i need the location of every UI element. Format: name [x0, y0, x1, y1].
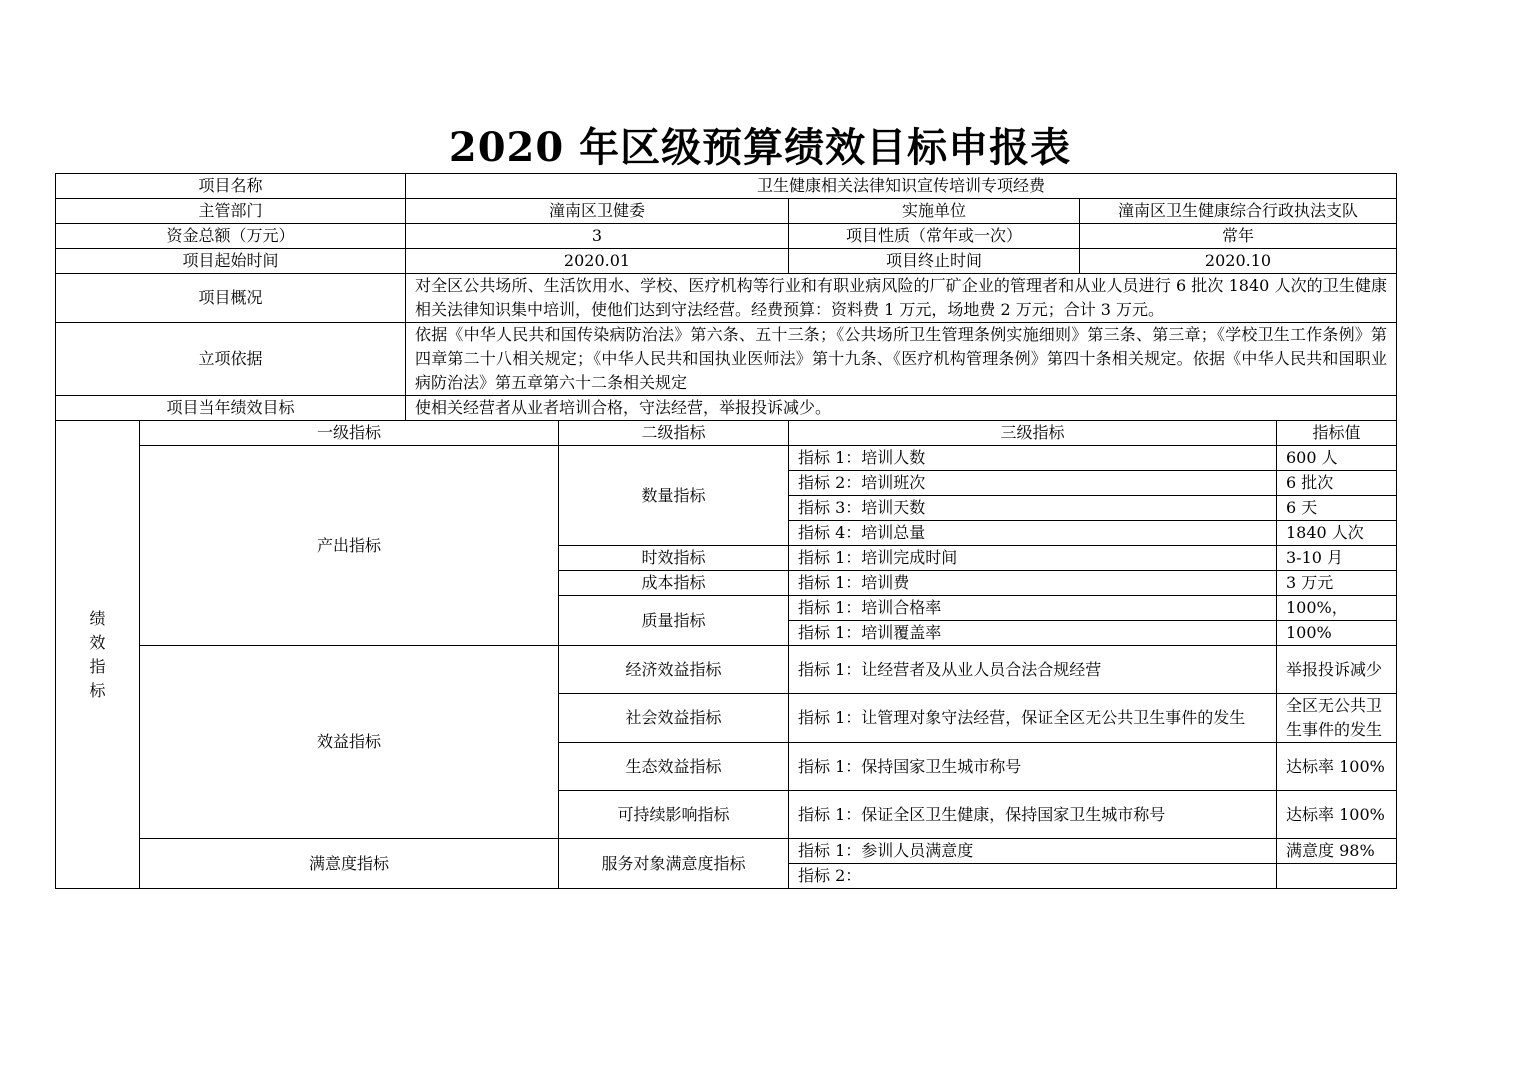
- ecological-benefit-label: 生态效益指标: [559, 743, 789, 791]
- indicator-value: 3-10 月: [1277, 546, 1397, 571]
- indicators-section-text: 绩效指标: [89, 608, 106, 700]
- output-indicator-label: 产出指标: [140, 446, 559, 646]
- indicator-value: 6 天: [1277, 496, 1397, 521]
- social-benefit-label: 社会效益指标: [559, 694, 789, 743]
- sustainable-impact-label: 可持续影响指标: [559, 791, 789, 839]
- indicator-name: 指标 2：: [789, 864, 1277, 889]
- indicator-value: 6 批次: [1277, 471, 1397, 496]
- row-indicator-header: [56, 421, 1397, 446]
- indicator-name: 指标 1：让管理对象守法经营，保证全区无公共卫生事件的发生: [789, 694, 1277, 743]
- quality-indicator-label: 质量指标: [559, 596, 789, 646]
- indicator-value: [1277, 864, 1397, 889]
- basis-label: 立项依据: [56, 323, 406, 396]
- overview-value: 对全区公共场所、生活饮用水、学校、医疗机构等行业和有职业病风险的厂矿企业的管理者和从业人员进行 6 批次 1840 人次的卫生健康相关法律知识集中培训，使他们达到守法经营。经费预算：资料费 1 万元，场地费 2 万元；合计 3 万元。: [406, 274, 1397, 323]
- dept-label: 主管部门: [56, 199, 406, 224]
- benefit-indicator-label: 效益指标: [140, 646, 559, 839]
- project-name-label: 项目名称: [56, 174, 406, 199]
- impl-label: 实施单位: [789, 199, 1080, 224]
- nature-label: 项目性质（常年或一次）: [789, 224, 1080, 249]
- col-value-header: 指标值: [1277, 421, 1397, 446]
- basis-value: 依据《中华人民共和国传染病防治法》第六条、五十三条；《公共场所卫生管理条例实施细则》第三条、第三章；《学校卫生工作条例》第四章第二十八相关规定；《中华人民共和国执业医师法》第十九条、《医疗机构管理条例》第四十条相关规定。依据《中华人民共和国职业病防治法》第五章第六十二条相关规定: [406, 323, 1397, 396]
- funds-label: 资金总额（万元）: [56, 224, 406, 249]
- indicator-name: 指标 3：培训天数: [789, 496, 1277, 521]
- start-label: 项目起始时间: [56, 249, 406, 274]
- col-level2-header: 二级指标: [559, 421, 789, 446]
- indicator-value: 满意度 98%: [1277, 839, 1397, 864]
- performance-target-table: [55, 173, 1397, 889]
- row-department: [56, 199, 1397, 224]
- col-level1-header: 一级指标: [140, 421, 559, 446]
- indicator-value: 100%，: [1277, 596, 1397, 621]
- indicator-name: 指标 1：培训覆盖率: [789, 621, 1277, 646]
- table-row: [56, 646, 1397, 694]
- indicator-value: 举报投诉减少: [1277, 646, 1397, 694]
- table-row: [56, 839, 1397, 864]
- satisfaction-indicator-label: 满意度指标: [140, 839, 559, 889]
- economic-benefit-label: 经济效益指标: [559, 646, 789, 694]
- nature-value: 常年: [1080, 224, 1397, 249]
- row-dates: [56, 249, 1397, 274]
- goal-label: 项目当年绩效目标: [56, 396, 406, 421]
- cost-indicator-label: 成本指标: [559, 571, 789, 596]
- funds-value: 3: [406, 224, 789, 249]
- indicator-name: 指标 2：培训班次: [789, 471, 1277, 496]
- indicator-value: 达标率 100%: [1277, 743, 1397, 791]
- indicator-value: 100%: [1277, 621, 1397, 646]
- indicator-value: 达标率 100%: [1277, 791, 1397, 839]
- row-goal: [56, 396, 1397, 421]
- overview-label: 项目概况: [56, 274, 406, 323]
- indicator-name: 指标 1：培训费: [789, 571, 1277, 596]
- impl-value: 潼南区卫生健康综合行政执法支队: [1080, 199, 1397, 224]
- table-row: [56, 446, 1397, 471]
- row-basis: [56, 323, 1397, 396]
- service-satisfaction-label: 服务对象满意度指标: [559, 839, 789, 889]
- end-value: 2020.10: [1080, 249, 1397, 274]
- indicator-name: 指标 1：培训合格率: [789, 596, 1277, 621]
- indicator-value: 全区无公共卫生事件的发生: [1277, 694, 1397, 743]
- goal-value: 使相关经营者从业者培训合格，守法经营，举报投诉减少。: [406, 396, 1397, 421]
- indicator-value: 1840 人次: [1277, 521, 1397, 546]
- indicators-section-label: [56, 421, 140, 889]
- indicator-name: 指标 1：培训完成时间: [789, 546, 1277, 571]
- indicator-value: 600 人: [1277, 446, 1397, 471]
- indicator-name: 指标 1：保证全区卫生健康，保持国家卫生城市称号: [789, 791, 1277, 839]
- form-title: 2020 年区级预算绩效目标申报表: [448, 124, 1072, 171]
- col-level3-header: 三级指标: [789, 421, 1277, 446]
- dept-value: 潼南区卫健委: [406, 199, 789, 224]
- project-name-value: 卫生健康相关法律知识宣传培训专项经费: [406, 174, 1397, 199]
- row-overview: [56, 274, 1397, 323]
- indicator-name: 指标 1：让经营者及从业人员合法合规经营: [789, 646, 1277, 694]
- indicator-value: 3 万元: [1277, 571, 1397, 596]
- end-label: 项目终止时间: [789, 249, 1080, 274]
- start-value: 2020.01: [406, 249, 789, 274]
- row-funds: [56, 224, 1397, 249]
- indicator-name: 指标 4：培训总量: [789, 521, 1277, 546]
- timeliness-indicator-label: 时效指标: [559, 546, 789, 571]
- indicator-name: 指标 1：参训人员满意度: [789, 839, 1277, 864]
- indicator-name: 指标 1：保持国家卫生城市称号: [789, 743, 1277, 791]
- row-project-name: [56, 174, 1397, 199]
- indicator-name: 指标 1：培训人数: [789, 446, 1277, 471]
- quantity-indicator-label: 数量指标: [559, 446, 789, 546]
